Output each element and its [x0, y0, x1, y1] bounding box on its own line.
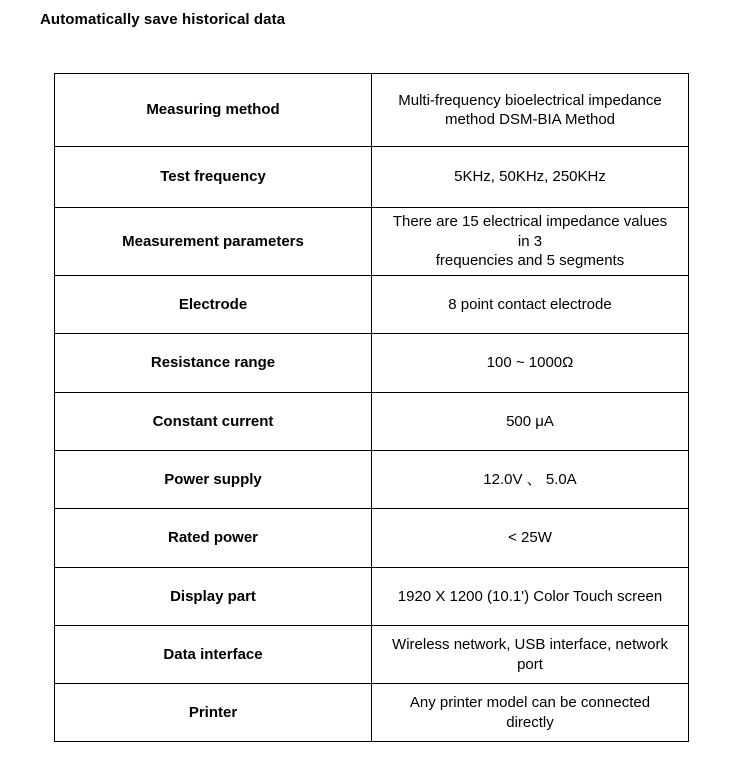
row-label: Resistance range: [55, 334, 372, 393]
row-label: Rated power: [55, 509, 372, 568]
table-row: [55, 451, 689, 509]
page-heading: Automatically save historical data: [40, 11, 286, 28]
row-value: 8 point contact electrode: [372, 276, 689, 334]
table-row: [55, 393, 689, 451]
row-value: 1920 X 1200 (10.1') Color Touch screen: [372, 568, 689, 626]
row-label: Constant current: [55, 393, 372, 451]
table-row: [55, 568, 689, 626]
table-row: [55, 276, 689, 334]
row-value: 100 ~ 1000Ω: [372, 334, 689, 393]
row-label: Measuring method: [55, 74, 372, 147]
row-label: Printer: [55, 684, 372, 742]
row-label: Test frequency: [55, 147, 372, 208]
spec-table: [54, 73, 689, 742]
row-label: Data interface: [55, 626, 372, 684]
table-row: [55, 208, 689, 276]
row-value: There are 15 electrical impedance values in 3 frequencies and 5 segments: [372, 208, 689, 276]
row-value: 5KHz, 50KHz, 250KHz: [372, 147, 689, 208]
row-label: Power supply: [55, 451, 372, 509]
table-row: [55, 334, 689, 393]
table-row: [55, 74, 689, 147]
row-value: 500 μA: [372, 393, 689, 451]
table-row: [55, 684, 689, 742]
row-value: 12.0V 、 5.0A: [372, 451, 689, 509]
table-row: [55, 147, 689, 208]
table-row: [55, 509, 689, 568]
row-label: Display part: [55, 568, 372, 626]
row-label: Electrode: [55, 276, 372, 334]
row-value: Multi-frequency bioelectrical impedance method DSM-BIA Method: [372, 74, 689, 147]
row-value: Any printer model can be connected directly: [372, 684, 689, 742]
row-label: Measurement parameters: [55, 208, 372, 276]
table-row: [55, 626, 689, 684]
row-value: Wireless network, USB interface, network port: [372, 626, 689, 684]
row-value: < 25W: [372, 509, 689, 568]
